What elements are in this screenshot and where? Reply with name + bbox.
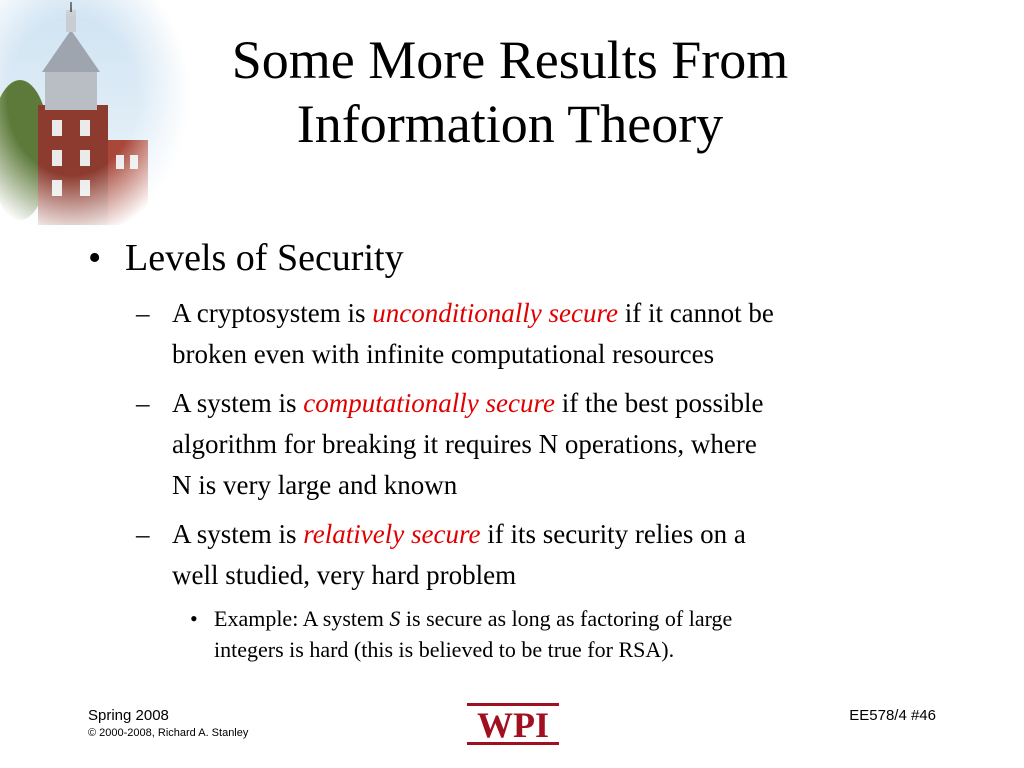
footer-course: EE578/4 #46 (849, 707, 936, 724)
text-pre: A system is (172, 519, 304, 549)
dash-icon: – (136, 388, 150, 418)
title-line-2: Information Theory (296, 94, 724, 154)
text-post: if the best possible (554, 388, 764, 418)
logo-text: WPI (477, 705, 549, 745)
text-line-2: broken even with infinite computational resources (172, 339, 715, 369)
text-pre: Example: A system (214, 606, 390, 631)
text-line-3: N is very large and known (172, 470, 458, 500)
title-line-1: Some More Results From (231, 30, 789, 90)
highlighted-term: relatively secure (303, 519, 481, 549)
dash-icon: – (136, 298, 150, 328)
footer-left (88, 707, 248, 741)
text-line-2: integers is hard (this is believed to be true for RSA). (214, 637, 675, 662)
dash-icon: – (136, 519, 150, 549)
text-post: if its security relies on a (480, 519, 746, 549)
footer-copyright: © 2000-2008, Richard A. Stanley (88, 727, 249, 739)
text-pre: A system is (172, 388, 304, 418)
sub-bullet-text (172, 514, 952, 596)
text-post: is secure as long as factoring of large (400, 606, 733, 631)
text-post: if it cannot be (617, 298, 774, 328)
variable-s: S (389, 606, 401, 631)
highlighted-term: computationally secure (303, 388, 555, 418)
text-pre: A cryptosystem is (172, 298, 373, 328)
wpi-logo (465, 700, 561, 750)
text-line-2: algorithm for breaking it requires N operations, where (172, 429, 757, 459)
footer-semester: Spring 2008 (88, 707, 169, 724)
sub-bullet-text (172, 383, 952, 506)
example-text (214, 603, 934, 665)
sub-bullet-text (172, 293, 952, 375)
highlighted-term: unconditionally secure (372, 298, 618, 328)
text-line-2: well studied, very hard problem (172, 560, 517, 590)
bullet-text: Levels of Security (125, 237, 404, 279)
bullet-icon: • (190, 606, 198, 631)
bullet-icon: • (88, 237, 102, 279)
